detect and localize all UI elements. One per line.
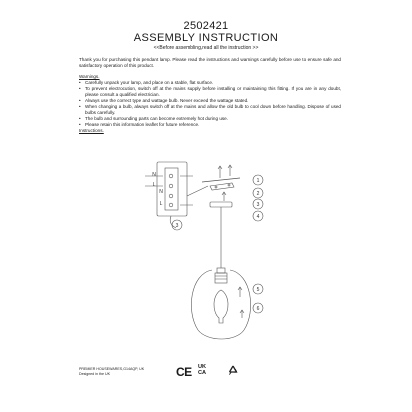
terminal-label: N — [159, 189, 163, 195]
arrow-up-icon — [228, 165, 232, 176]
designed-in: Designed in the UK — [79, 372, 110, 376]
terminal-screw — [169, 203, 173, 207]
warning-item: • Carefully unpack your lamp, and place on a stable, flat surface. — [79, 80, 341, 86]
warnings-heading: Warnings. — [79, 74, 100, 79]
glass-shade — [191, 270, 250, 339]
product-code: 2502421 — [183, 20, 229, 32]
footer-text — [79, 367, 144, 377]
lamp-holder — [215, 273, 227, 283]
page-subtitle: <<Before assembling,read all the instruction >> — [153, 45, 259, 51]
arrow-up-icon — [218, 166, 222, 178]
recycle-icon — [226, 364, 240, 378]
cord-grip — [217, 268, 225, 273]
terminal-label: L — [152, 182, 156, 188]
arrow-up-icon — [222, 192, 226, 201]
company-address: PREMIER HOUSEWARES,G14AQP, UK — [79, 367, 145, 371]
callout-1-label: 1 — [256, 178, 260, 184]
arrow-up-icon — [240, 310, 244, 318]
ceiling-line — [202, 178, 240, 182]
callout-6-label: 6 — [256, 306, 260, 312]
lamp-wires — [180, 176, 193, 205]
warning-item: • To prevent electrocution, switch off at the mains supply before installing or maintaining this fitting. If you are in any doubt, please consult a qualified electrician. — [79, 86, 341, 98]
ceiling-canopy — [210, 202, 232, 207]
bulb — [214, 290, 228, 323]
holder-ring — [215, 276, 227, 279]
ceiling-bracket — [210, 183, 234, 190]
intro-paragraph: Thank you for purchasing this pendant lamp. Please read the instructions and warnings carefully before use to ensure safe and satisfactory operation of this product. — [79, 57, 341, 68]
ukca-mark-top: UK — [198, 364, 207, 370]
terminal-screw — [169, 184, 173, 188]
terminal-label: L — [159, 201, 163, 207]
warning-item: • The bulb and surrounding parts can become extremely hot during use. — [79, 116, 341, 122]
screw — [228, 184, 230, 186]
warning-item: • When changing a bulb, always switch off at the mains and allow the old bulb to cool down before handling. Dispose of used bulbs carefully. — [79, 104, 341, 116]
terminal-screw — [169, 194, 173, 198]
screw — [215, 186, 217, 188]
callout-3-label: 3 — [256, 202, 260, 208]
callout-4-label: 4 — [256, 214, 260, 220]
terminal-screw — [169, 174, 173, 178]
side-callout-label: 3 — [175, 223, 179, 229]
page-title: ASSEMBLY INSTRUCTION — [133, 32, 279, 44]
warning-item: • Please retain this information leaflet for future reference. — [79, 122, 341, 128]
leader-line — [187, 186, 208, 196]
warning-item: • Always use the correct type and wattage bulb. Never exceed the wattage stated. — [79, 98, 341, 104]
ukca-mark — [198, 365, 206, 376]
instructions-heading: Instructions. — [79, 128, 104, 133]
terminal-label: N — [152, 172, 156, 178]
callout-5-label: 5 — [256, 287, 260, 293]
ce-mark: CE — [176, 365, 192, 379]
arrow-up-icon — [238, 287, 242, 297]
callout-2-label: 2 — [256, 191, 260, 197]
ukca-mark-bottom: CA — [198, 369, 207, 376]
